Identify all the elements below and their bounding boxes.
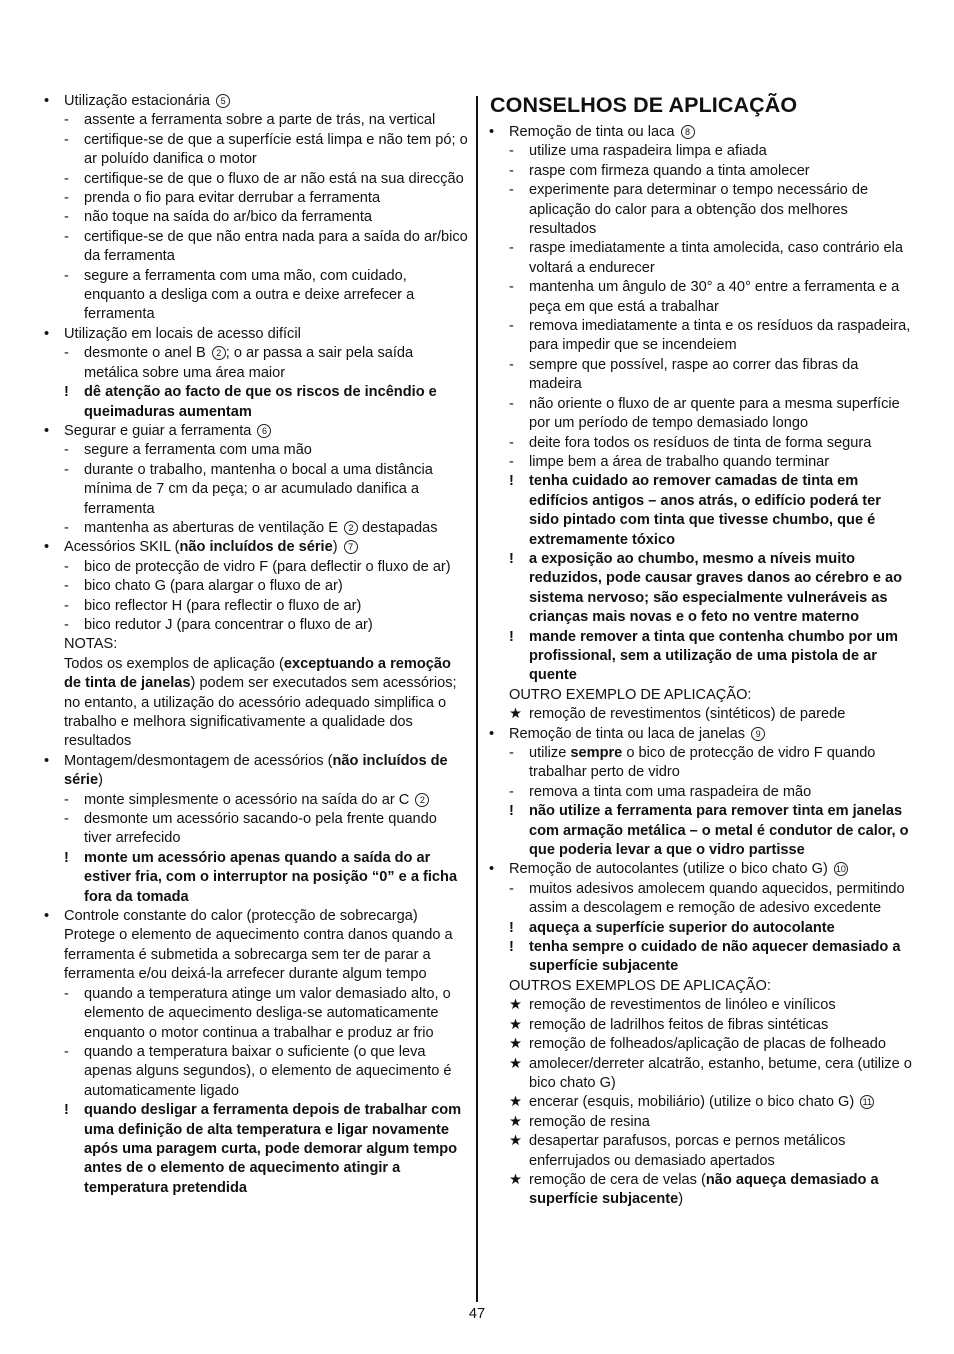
star-icon: ★ — [509, 1055, 523, 1072]
text-run: o bico de protecção de vidro F quando trabalhar perto de vidro — [529, 745, 876, 781]
figure-reference-circle: 5 — [216, 94, 230, 108]
list-marker: - — [64, 985, 69, 1002]
text-run: dê atenção ao facto de que os riscos de incêndio e queimaduras aumentam — [84, 384, 437, 420]
star-item — [489, 996, 913, 1015]
dash-item — [489, 453, 913, 472]
star-item — [489, 1016, 913, 1035]
list-marker: • — [44, 325, 50, 342]
dash-item — [44, 791, 468, 810]
list-marker: - — [509, 434, 514, 451]
text-run: segure a ferramenta com uma mão — [84, 442, 312, 459]
dash-item — [44, 441, 468, 460]
figure-reference-circle: 2 — [344, 521, 358, 535]
star-icon: ★ — [509, 997, 523, 1014]
dash-item — [489, 356, 913, 395]
text-run: Utilização em locais de acesso difícil — [64, 325, 301, 342]
bullet-item — [44, 752, 468, 791]
text-run: bico redutor J (para concentrar o fluxo de ar) — [84, 616, 373, 633]
dash-item — [489, 181, 913, 239]
text-run: experimente para determinar o tempo necessário de aplicação do calor para a obtenção dos melhores resultados — [529, 182, 869, 238]
dash-item — [44, 170, 468, 189]
list-marker: • — [44, 752, 50, 769]
list-marker: - — [64, 791, 69, 808]
text-run: utilize — [529, 745, 571, 761]
list-marker: - — [64, 112, 69, 129]
bold-text: não incluídos de série — [64, 752, 448, 789]
text-run: certifique-se de que o fluxo de ar não está na sua direcção — [84, 170, 464, 187]
text-run: mande remover a tinta que contenha chumbo por um profissional, sem a utilização de uma pistola de ar quente — [529, 628, 898, 684]
warning-item — [44, 1101, 468, 1198]
bullet-item — [489, 123, 913, 142]
figure-reference-circle: 9 — [751, 727, 765, 741]
dash-item — [44, 597, 468, 616]
dash-item — [489, 434, 913, 453]
text-run: a exposição ao chumbo, mesmo a níveis muito reduzidos, pode causar graves danos ao cérebro e ao sistema nervoso; são especialmente vulneráveis as crianças mais novas e o feto no ventre materno — [529, 550, 903, 626]
dash-item — [44, 985, 468, 1043]
list-marker: - — [64, 519, 69, 536]
text-run: utilize uma raspadeira limpa e afiada — [529, 143, 767, 160]
list-marker: - — [64, 597, 69, 614]
text-run: Montagem/desmontagem de acessórios ( — [64, 752, 333, 769]
text-run: NOTAS: — [64, 636, 118, 653]
warning-item — [489, 919, 913, 938]
note-text — [44, 655, 468, 752]
text-run: remoção de revestimentos de linóleo e vinílicos — [529, 997, 836, 1014]
text-run: Controle constante do calor (protecção de sobrecarga) Protege o elemento de aquecimento contra danos quando a ferramenta é submetida a sobrecarga sem ter de parar a ferramenta e/ou deixá-la arrefecer durante algum tempo — [64, 908, 453, 983]
text-run: ) — [98, 772, 103, 789]
text-run: desapertar parafusos, porcas e pernos metálicos enferrujados ou demasiado apertados — [529, 1133, 846, 1169]
list-marker: - — [509, 783, 514, 800]
warning-item — [44, 849, 468, 907]
text-run: encerar (esquis, mobiliário) (utilize o bico chato G) — [529, 1094, 859, 1111]
text-run: remoção de revestimentos (sintéticos) de parede — [529, 706, 846, 723]
bullet-item — [44, 907, 468, 985]
figure-reference-circle: 8 — [681, 125, 695, 139]
left-column — [44, 92, 468, 1198]
bullet-item — [44, 538, 468, 557]
warning-item — [489, 628, 913, 686]
text-run: não oriente o fluxo de ar quente para a mesma superfície por um período de tempo demasiado longo — [529, 395, 900, 432]
list-marker: - — [64, 442, 69, 459]
dash-item — [44, 111, 468, 130]
note-text — [44, 635, 468, 654]
text-run: monte um acessório apenas quando a saída do ar estiver fria, com o interruptor na posição “0” e a ficha fora da tomada — [84, 849, 458, 905]
star-item — [489, 705, 913, 724]
list-marker: - — [64, 345, 69, 362]
dash-item — [44, 344, 468, 383]
list-marker: - — [64, 209, 69, 226]
warning-item — [44, 383, 468, 422]
dash-item — [44, 558, 468, 577]
text-run: remova a tinta com uma raspadeira de mão — [529, 783, 812, 800]
warning-item — [489, 550, 913, 628]
text-run: bico reflector H (para reflectir o fluxo de ar) — [84, 597, 362, 614]
text-run: remoção de cera de velas ( — [529, 1171, 706, 1188]
list-marker: - — [64, 1043, 69, 1060]
warning-item — [489, 472, 913, 550]
figure-reference-circle: 11 — [860, 1095, 874, 1109]
bold-text: exceptuando a remoção de tinta de janelas — [64, 655, 451, 692]
figure-reference-circle: 7 — [344, 540, 358, 554]
list-marker: - — [64, 461, 69, 478]
text-run: segure a ferramenta com uma mão, com cuidado, enquanto a desliga com a outra e deixe arrefecer a ferramenta — [84, 267, 415, 323]
star-item — [489, 1113, 913, 1132]
dash-item — [44, 267, 468, 325]
dash-item — [44, 131, 468, 170]
figure-reference-circle: 10 — [835, 864, 846, 875]
text-run: certifique-se de que não entra nada para a saída do ar/bico da ferramenta — [84, 228, 468, 265]
bullet-item — [489, 860, 913, 879]
bold-text: não incluídos de série — [179, 539, 333, 556]
warning-mark: ! — [64, 849, 69, 866]
text-run: raspe com firmeza quando a tinta amolecer — [529, 162, 810, 179]
bullet-item — [489, 725, 913, 744]
list-marker: - — [64, 616, 69, 633]
dash-item — [44, 208, 468, 227]
list-marker: - — [64, 578, 69, 595]
list-marker: - — [64, 267, 69, 284]
list-marker: - — [509, 880, 514, 897]
text-run: ; o ar passa a sair pela saída metálica sobre uma área maior — [84, 345, 414, 381]
warning-mark: ! — [64, 1102, 69, 1119]
warning-mark: ! — [509, 919, 514, 936]
star-icon: ★ — [509, 1113, 523, 1130]
list-marker: - — [64, 558, 69, 575]
bullet-item — [44, 325, 468, 344]
text-run: ) — [332, 539, 342, 556]
text-run: ) podem ser executados sem acessórios; no entanto, a utilização do acessório adequado simplifica o trabalho e melhora significativamente a qualidade dos resultados — [64, 675, 457, 750]
text-run: quando a temperatura atinge um valor demasiado alto, o elemento de aquecimento desliga-se automaticamente enquanto o motor continua a trabalhar e produz ar frio — [84, 985, 451, 1041]
list-marker: - — [64, 131, 69, 148]
list-marker: • — [44, 908, 50, 925]
dash-item — [489, 744, 913, 783]
text-run: tenha cuidado ao remover camadas de tinta em edifícios antigos – anos atrás, o edifício poderá ter sido pintado com tinta que tivesse chumbo, que é extremamente tóxico — [529, 473, 881, 548]
page-number: 47 — [468, 1306, 486, 1322]
dash-item — [489, 880, 913, 919]
dash-item — [44, 189, 468, 208]
warning-item — [489, 938, 913, 977]
dash-item — [44, 577, 468, 596]
dash-item — [489, 239, 913, 278]
figure-reference-circle: 2 — [212, 346, 226, 360]
text-run: Utilização estacionária — [64, 93, 215, 109]
note-text — [489, 977, 913, 996]
star-icon: ★ — [509, 1133, 523, 1150]
text-run: remoção de resina — [529, 1113, 650, 1130]
warning-mark: ! — [509, 939, 514, 956]
text-run: prenda o fio para evitar derrubar a ferramenta — [84, 190, 381, 207]
text-run: bico de protecção de vidro F (para deflectir o fluxo de ar) — [84, 558, 451, 575]
text-run: OUTROS EXEMPLOS DE APLICAÇÃO: — [509, 977, 771, 994]
text-run: aqueça a superfície superior do autocolante — [529, 919, 835, 936]
text-run: monte simplesmente o acessório na saída do ar C — [84, 791, 414, 808]
warning-mark: ! — [509, 473, 514, 490]
list-marker: • — [44, 539, 50, 556]
dash-item — [489, 142, 913, 161]
list-marker: - — [509, 395, 514, 412]
text-run: desmonte o anel B — [84, 345, 210, 362]
text-run: Remoção de tinta ou laca de janelas — [509, 725, 750, 742]
figure-reference-circle: 6 — [257, 424, 271, 438]
text-run: quando desligar a ferramenta depois de trabalhar com uma definição de alta temperatura e ligar novamente após uma paragem curta, pode demorar algum tempo antes de o elemento de aquecimento atingir a temperatura pretendida — [84, 1102, 462, 1196]
list-marker: - — [509, 240, 514, 257]
star-item — [489, 1035, 913, 1054]
text-run: destapadas — [358, 519, 438, 536]
star-item — [489, 1171, 913, 1210]
list-marker: - — [509, 453, 514, 470]
list-marker: - — [509, 182, 514, 199]
text-run: assente a ferramenta sobre a parte de trás, na vertical — [84, 112, 436, 129]
star-item — [489, 1093, 913, 1112]
column-divider — [476, 96, 478, 1302]
dash-item — [489, 317, 913, 356]
text-run: raspe imediatamente a tinta amolecida, caso contrário ela voltará a endurecer — [529, 240, 903, 276]
section-heading: CONSELHOS DE APLICAÇÃO — [490, 93, 798, 117]
text-run: amolecer/derreter alcatrão, estanho, betume, cera (utilize o bico chato G) — [529, 1055, 912, 1091]
dash-item — [489, 395, 913, 434]
text-run: quando a temperatura baixar o suficiente (o que leva apenas alguns segundos), o elemento de aquecimento é automaticamente ligado — [84, 1043, 452, 1099]
list-marker: - — [64, 811, 69, 828]
bold-text: sempre — [570, 745, 623, 761]
list-marker: • — [44, 93, 50, 109]
text-run: Todos os exemplos de aplicação ( — [64, 655, 284, 672]
text-run: não toque na saída do ar/bico da ferramenta — [84, 209, 373, 226]
warning-mark: ! — [64, 384, 69, 401]
text-run: limpe bem a área de trabalho quando terminar — [529, 453, 830, 470]
text-run: mantenha as aberturas de ventilação E — [84, 519, 342, 536]
right-column — [489, 92, 913, 1210]
warning-mark: ! — [509, 803, 514, 820]
note-text — [489, 686, 913, 705]
star-item — [489, 1132, 913, 1171]
text-run: tenha sempre o cuidado de não aquecer demasiado a superfície subjacente — [529, 939, 901, 975]
bullet-item — [44, 422, 468, 441]
list-marker: • — [489, 124, 495, 140]
text-run: OUTRO EXEMPLO DE APLICAÇÃO: — [509, 686, 752, 703]
list-marker: - — [509, 745, 514, 761]
bold-text: não aqueça demasiado a superfície subjacente — [529, 1171, 879, 1208]
warning-item — [489, 802, 913, 860]
list-marker: - — [509, 143, 514, 160]
text-run: bico chato G (para alargar o fluxo de ar) — [84, 578, 343, 595]
dash-item — [489, 162, 913, 181]
bullet-item — [44, 92, 468, 111]
text-run: muitos adesivos amolecem quando aquecidos, permitindo assim a descolagem e remoção de adesivo excedente — [529, 880, 905, 917]
text-run: remoção de ladrilhos feitos de fibras sintéticas — [529, 1016, 829, 1033]
warning-mark: ! — [509, 550, 514, 567]
text-run: durante o trabalho, mantenha o bocal a uma distância mínima de 7 cm da peça; o ar acumulado danifica a ferramenta — [84, 461, 433, 517]
text-run: certifique-se de que a superfície está limpa e não tem pó; o ar poluído danifica o motor — [84, 131, 468, 168]
dash-item — [44, 228, 468, 267]
list-marker: - — [64, 190, 69, 207]
text-run: Acessórios SKIL ( — [64, 539, 180, 556]
star-item — [489, 1055, 913, 1094]
text-run: Remoção de tinta ou laca — [509, 124, 679, 140]
dash-item — [44, 461, 468, 519]
text-run: Remoção de autocolantes (utilize o bico chato G) — [509, 861, 832, 878]
text-run: remoção de folheados/aplicação de placas de folheado — [529, 1036, 886, 1053]
text-run: deite fora todos os resíduos de tinta de forma segura — [529, 434, 872, 451]
list-marker: - — [509, 356, 514, 373]
text-run: mantenha um ângulo de 30° a 40° entre a ferramenta e a peça em que está a trabalhar — [529, 279, 900, 315]
warning-mark: ! — [509, 628, 514, 645]
dash-item — [489, 278, 913, 317]
list-marker: - — [509, 318, 514, 335]
star-icon: ★ — [509, 706, 523, 723]
right-column-body — [489, 123, 913, 1210]
list-marker: - — [64, 228, 69, 245]
list-marker: • — [489, 861, 495, 878]
list-marker: - — [509, 162, 514, 179]
list-marker: • — [489, 725, 495, 742]
dash-item — [489, 783, 913, 802]
dash-item — [44, 616, 468, 635]
list-marker: - — [64, 170, 69, 187]
list-marker: • — [44, 422, 50, 439]
figure-reference-circle: 2 — [415, 793, 429, 807]
text-run: remova imediatamente a tinta e os resíduos da raspadeira, para impedir que se incendeiem — [529, 318, 911, 354]
text-run: não utilize a ferramenta para remover tinta em janelas com armação metálica – o metal é condutor de calor, o que poderia levar a que o vidro partisse — [529, 803, 909, 859]
star-icon: ★ — [509, 1016, 523, 1033]
text-run: ) — [678, 1191, 684, 1208]
text-run: sempre que possível, raspe ao correr das fibras da madeira — [529, 356, 859, 393]
star-icon: ★ — [509, 1171, 523, 1188]
star-icon: ★ — [509, 1094, 523, 1111]
list-marker: - — [509, 279, 514, 296]
star-icon: ★ — [509, 1036, 523, 1053]
text-run: Segurar e guiar a ferramenta — [64, 422, 256, 439]
text-run: desmonte um acessório sacando-o pela frente quando tiver arrefecido — [84, 811, 437, 847]
dash-item — [44, 519, 468, 538]
dash-item — [44, 810, 468, 849]
dash-item — [44, 1043, 468, 1101]
